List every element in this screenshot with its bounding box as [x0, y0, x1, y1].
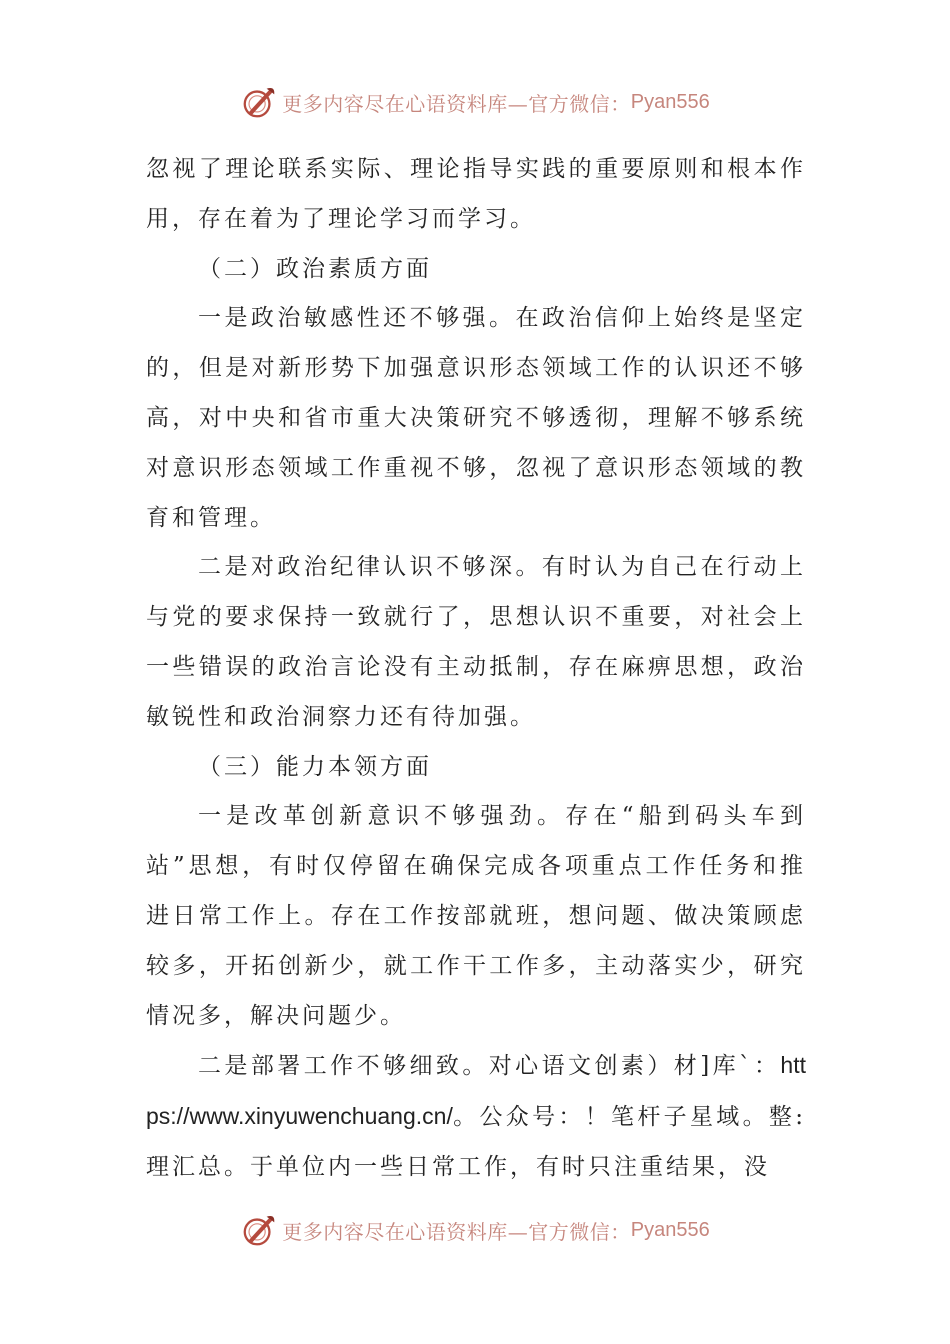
banner-text: 更多内容尽在心语资料库—官方微信： [282, 1219, 631, 1244]
document-body [146, 145, 806, 1193]
banner-wechat-id: Pyan556 [630, 90, 710, 113]
paragraph-innovation: 一是改革创新意识不够强劲。存在“船到码头车到站”思想，有时仅停留在确保完成各项重点工作任务和推进日常工作上。存在工作按部就班，想问题、做决策顾虑较多，开拓创新少，就工作干工作多，主动落实少，研究情况多，解决问题少。 [146, 803, 806, 1029]
header-banner [0, 80, 950, 124]
footer-banner [0, 1208, 950, 1252]
paragraph-deployment-lead: 二是部署工作不够细致。对心语文创素）材]库`： [198, 1053, 781, 1080]
quill-seal-icon [240, 83, 278, 121]
source-url-link[interactable]: https://www.xinyuwenchuang.cn/ [146, 1052, 806, 1130]
paragraph-political-discipline: 二是对政治纪律认识不够深。有时认为自己在行动上与党的要求保持一致就行了，思想认识不重要，对社会上一些错误的政治言论没有主动抵制，存在麻痹思想，政治敏锐性和政治洞察力还有待加强。 [146, 554, 806, 730]
banner-text: 更多内容尽在心语资料库—官方微信： [282, 91, 631, 116]
paragraph-deployment [146, 1041, 806, 1192]
section-heading-political-quality: （二）政治素质方面 [198, 255, 432, 282]
paragraph-continuation: 忽视了理论联系实际、理论指导实践的重要原则和根本作用，存在着为了理论学习而学习。 [146, 156, 806, 232]
banner-wechat-id: Pyan556 [630, 1218, 710, 1241]
quill-seal-icon [240, 1211, 278, 1249]
paragraph-deployment-rest: 。公众号：！笔杆子星域。整:理汇总。于单位内一些日常工作，有时只注重结果，没 [146, 1104, 806, 1180]
section-heading-ability: （三）能力本领方面 [198, 753, 432, 780]
paragraph-political-sensitivity: 一是政治敏感性还不够强。在政治信仰上始终是坚定的，但是对新形势下加强意识形态领域工作的认识还不够高，对中央和省市重大决策研究不够透彻，理解不够系统对意识形态领域工作重视不够，忽视了意识形态领域的教育和管理。 [146, 305, 806, 531]
